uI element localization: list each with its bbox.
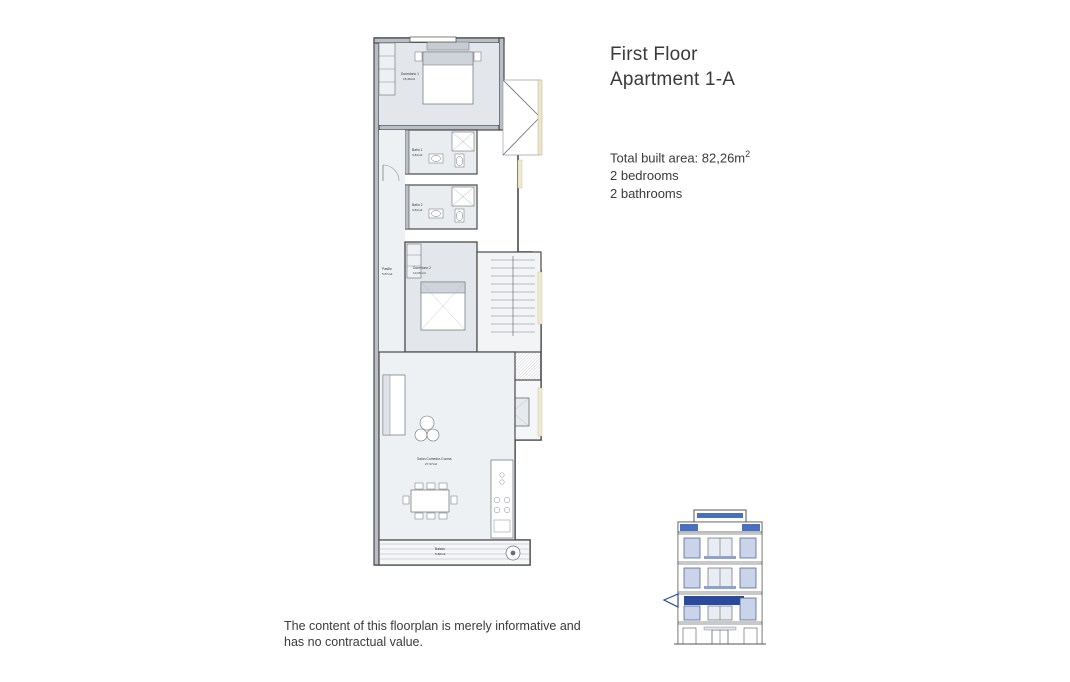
- room-label-pasillo: Pasillo: [382, 267, 392, 271]
- disclaimer: [284, 618, 624, 650]
- room-label-bano-1: Baño 1: [412, 148, 423, 152]
- floor-pointer-icon: [664, 594, 678, 607]
- room-salon-comedor-cocina: [379, 352, 515, 540]
- building-floor-2: [678, 564, 762, 592]
- room-label-dormitorio-2: Dormitorio 2: [413, 266, 431, 270]
- total-built-area-label: Total built area: 82,26m: [610, 150, 746, 166]
- room-area-salon: 27,97m2: [425, 462, 438, 466]
- floorplan-drawing: [355, 20, 575, 590]
- room-area-pasillo: 5,87m2: [382, 272, 393, 276]
- building-floor-1-highlighted: [664, 594, 762, 622]
- disclaimer-line2: has no contractual value.: [284, 635, 423, 649]
- page-title-line2: Apartment 1-A: [610, 69, 736, 90]
- summary-block: [610, 145, 1010, 203]
- room-dormitorio-1: [379, 37, 499, 125]
- bathrooms-count: 2 bathrooms: [610, 186, 683, 202]
- room-area-dormitorio-2: 10,25 m2: [413, 271, 426, 275]
- total-built-area: [610, 145, 1010, 167]
- room-label-dormitorio-1: Dormitorio 1: [401, 72, 419, 76]
- room-pasillo: [379, 130, 405, 352]
- room-label-balcon: Balcón: [435, 547, 446, 551]
- room-label-salon: Salón-Comedor-Cocina: [417, 457, 452, 461]
- bedrooms-count: 2 bedrooms: [610, 168, 679, 184]
- area-superscript: 2: [745, 149, 751, 159]
- building-elevation: [660, 500, 790, 655]
- room-balcon: [379, 540, 530, 565]
- room-label-bano-2: Baño 2: [412, 203, 423, 207]
- building-floor-3: [678, 534, 762, 562]
- room-area-bano-2: 3,81m2: [412, 208, 423, 212]
- building-ground-floor: [678, 624, 762, 644]
- room-dormitorio-2: [405, 242, 477, 352]
- title-block: [610, 42, 1010, 92]
- room-bano-1: [405, 130, 477, 174]
- disclaimer-line1: The content of this floorplan is merely informative and: [284, 619, 581, 633]
- room-area-dormitorio-1: 15,40m2: [403, 77, 416, 81]
- room-area-bano-1: 3,81m2: [412, 153, 423, 157]
- external-stair-void: [503, 80, 542, 155]
- page-title-line1: First Floor: [610, 44, 698, 65]
- room-area-balcon: 5,68m2: [435, 552, 446, 556]
- room-bano-2: [405, 185, 477, 229]
